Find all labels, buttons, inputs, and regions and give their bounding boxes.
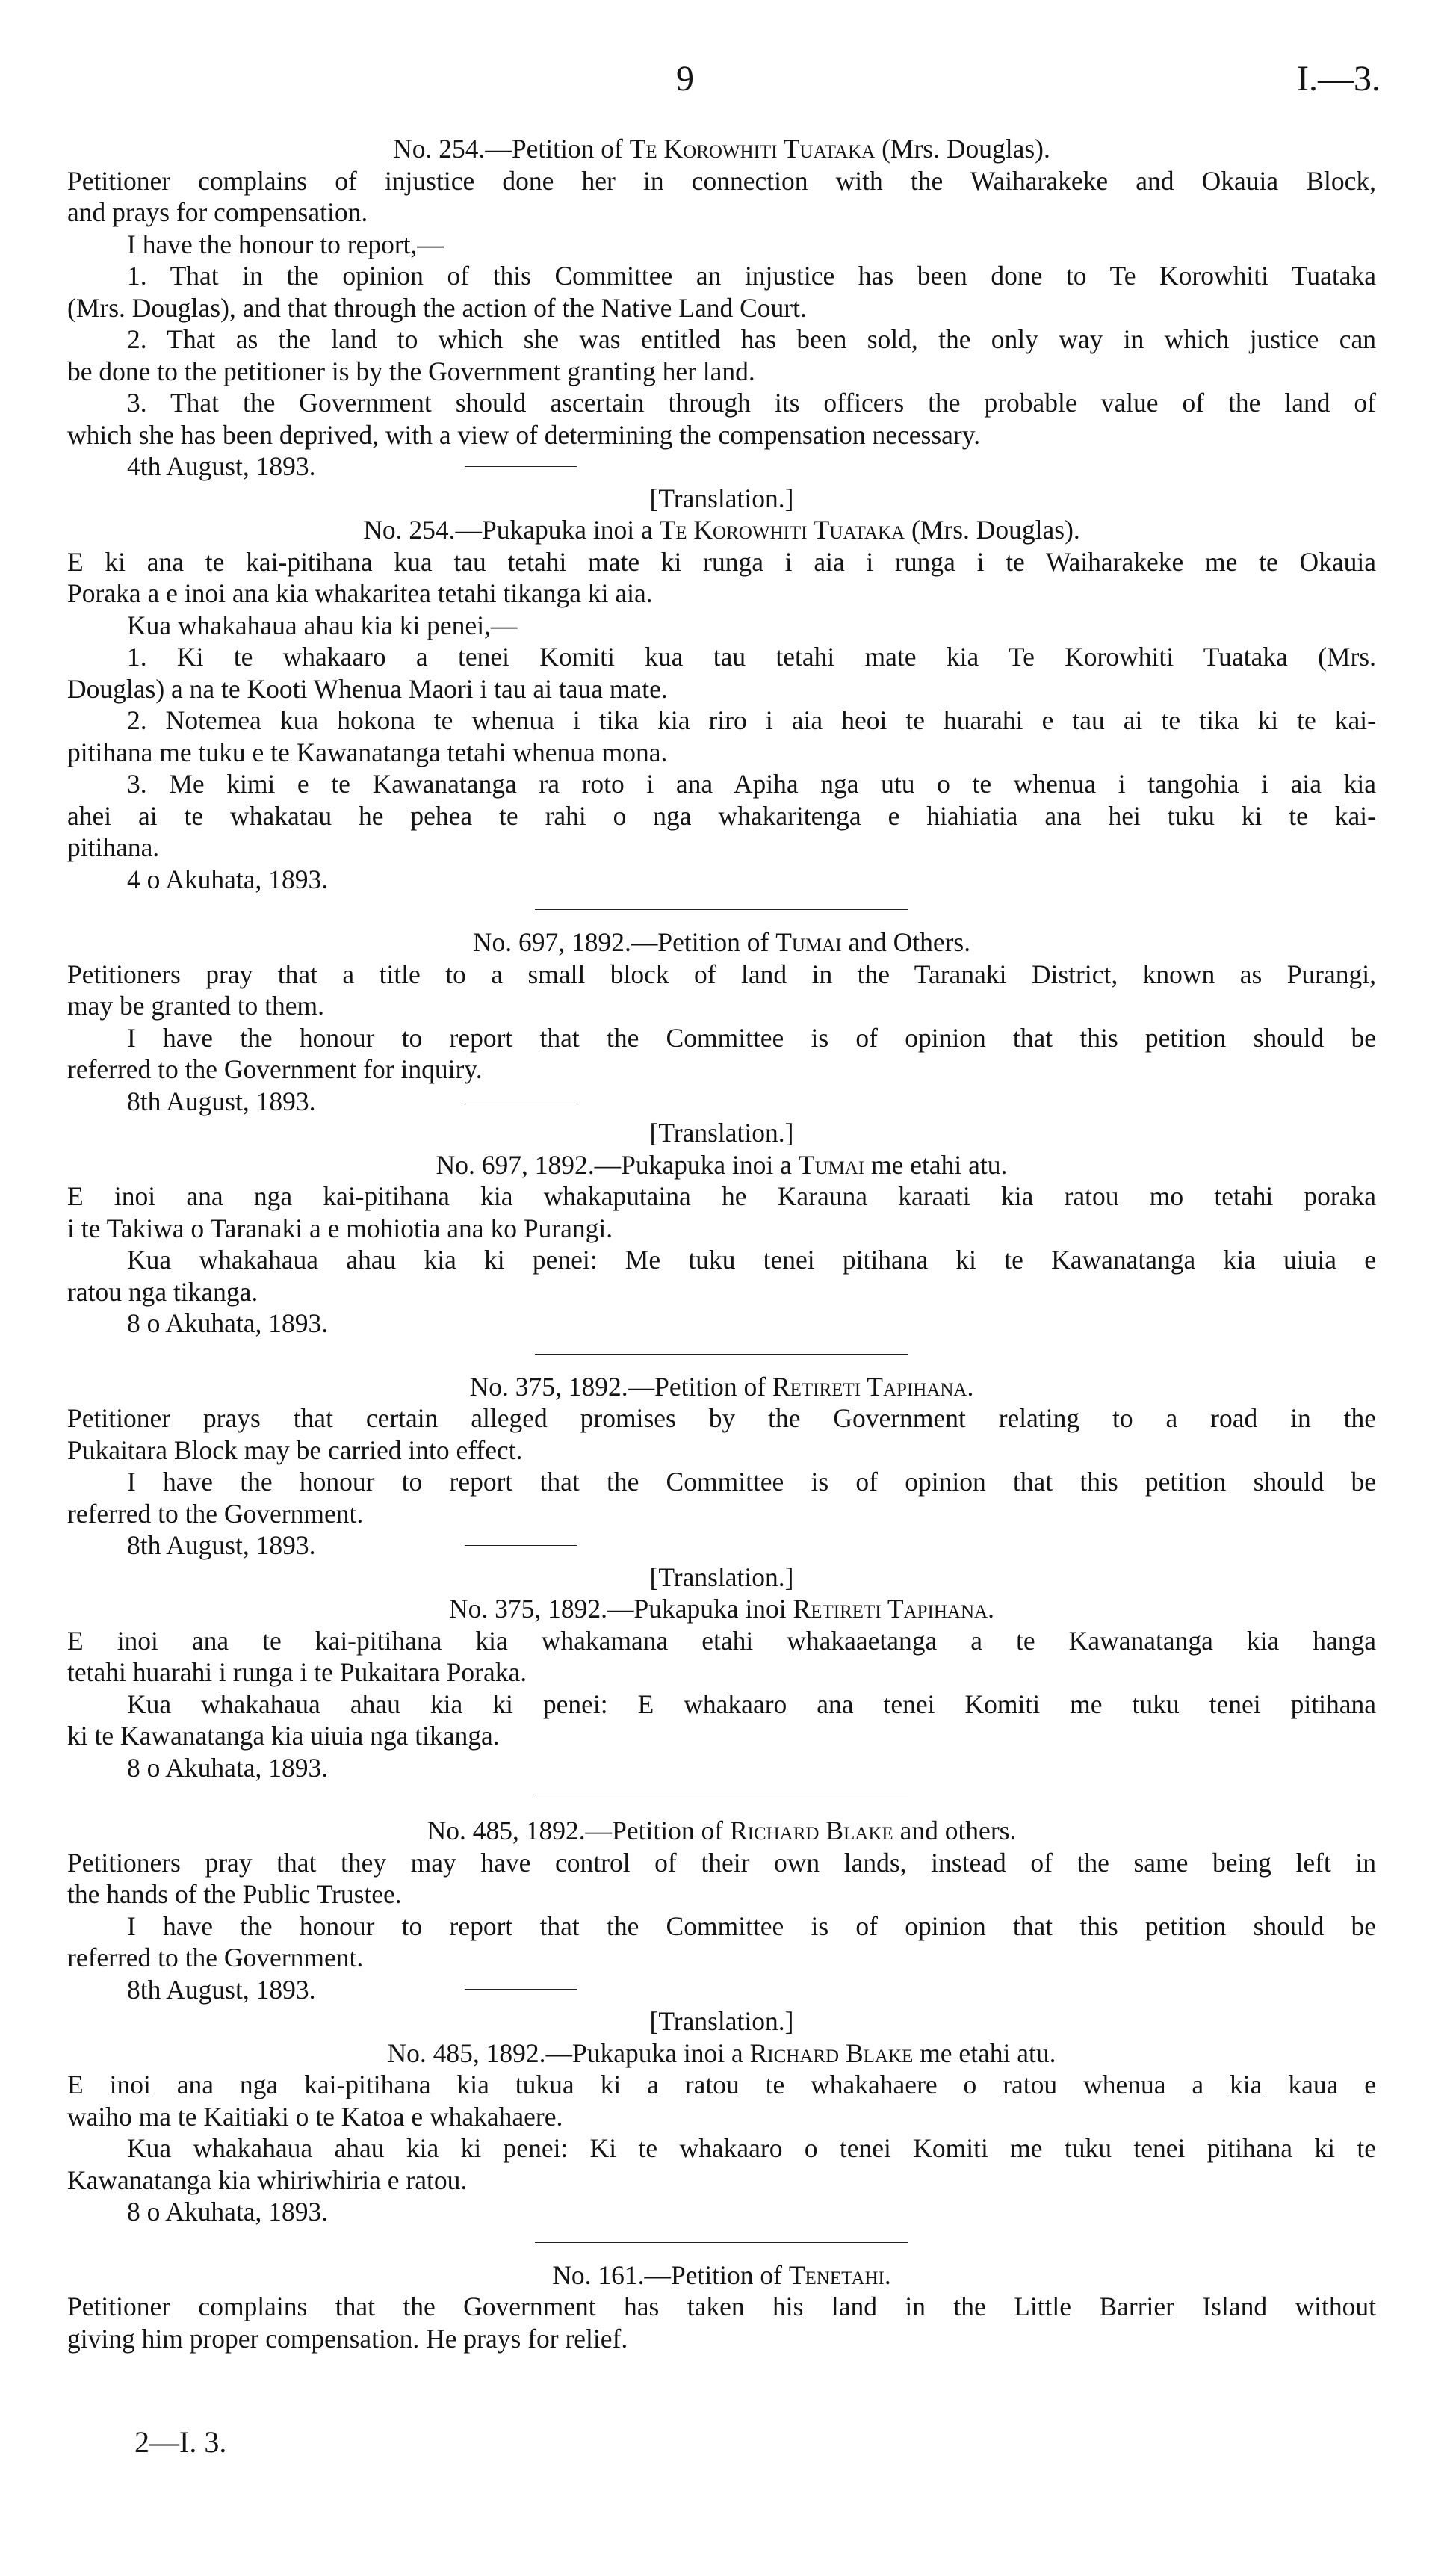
page-content <box>67 133 1376 2354</box>
petition-text-line: (Mrs. Douglas), and that through the action of the Native Land Court. <box>67 292 807 323</box>
translation-text-line: Kua whakahaua ahau kia ki penei: E whakaaro ana tenei Komiti me tuku tenei pitihana <box>127 1689 1376 1719</box>
petition-title: No. 697, 1892.—Petition of Tumai and Others. <box>472 927 971 957</box>
petition-title: No. 375, 1892.—Petition of Retireti Tapihana. <box>469 1371 974 1402</box>
translation-text-line: 1. Ki te whakaaro a tenei Komiti kua tau tetahi mate kia Te Korowhiti Tuataka (Mrs. <box>127 642 1376 672</box>
translation-text-line: E inoi ana te kai-pitihana kia whakamana etahi whakaaetanga a te Kawanatanga kia hanga <box>67 1625 1376 1656</box>
page-number: 9 <box>676 59 694 99</box>
petition-text-line: be done to the petitioner is by the Government granting her land. <box>67 356 755 386</box>
translation-text-line: ahei ai te whakatau he pehea te rahi o nga whakaritenga e hiahiatia ana hei tuku ki te kai- <box>67 800 1376 831</box>
petition-text-line: Petitioners pray that a title to a small block of land in the Taranaki District, known as Purangi, <box>67 959 1376 989</box>
petition-title: No. 254.—Petition of Te Korowhiti Tuataka (Mrs. Douglas). <box>393 134 1050 164</box>
translation-label: [Translation.] <box>649 1118 794 1148</box>
translation-text-line: Kua whakahaua ahau kia ki penei,— <box>127 610 518 640</box>
petition-text-line: 1. That in the opinion of this Committee an injustice has been done to Te Korowhiti Tuataka <box>127 261 1376 291</box>
translation-text-line: Poraka a e inoi ana kia whakaritea tetahi tikanga ki aia. <box>67 578 653 608</box>
petition-text-line: may be granted to them. <box>67 991 325 1021</box>
petition-text-line: 2. That as the land to which she was entitled has been sold, the only way in which justice can <box>127 324 1376 354</box>
petition-text-line: which she has been deprived, with a view of determining the compensation necessary. <box>67 419 981 450</box>
petition-text-line: Petitioner complains of injustice done her in connection with the Waiharakeke and Okauia Block, <box>67 165 1376 196</box>
translation-date: 4 o Akuhata, 1893. <box>127 864 329 894</box>
report-date: 8th August, 1893. <box>67 1529 1376 1562</box>
section-divider <box>535 2242 908 2243</box>
petition-text-line: Petitioner prays that certain alleged promises by the Government relating to a road in the <box>67 1403 1376 1433</box>
petition-254 <box>67 133 1376 895</box>
translation-text-line: 2. Notemea kua hokona te whenua i tika kia riro i aia heoi te huarahi e tau ai te tika ki te kai- <box>127 705 1376 735</box>
translation-text-line: Kua whakahaua ahau kia ki penei: Me tuku tenei pitihana ki te Kawanatanga kia uiuia e <box>127 1245 1376 1275</box>
petition-title: No. 161.—Petition of Tenetahi. <box>552 2259 891 2290</box>
translation-text-line: i te Takiwa o Taranaki a e mohiotia ana ko Purangi. <box>67 1213 613 1243</box>
report-opening: I have the honour to report,— <box>127 229 444 259</box>
translation-label: [Translation.] <box>649 483 794 513</box>
translation-text-line: pitihana me tuku e te Kawanatanga tetahi whenua mona. <box>67 737 668 767</box>
translation-date: 8 o Akuhata, 1893. <box>127 1752 329 1783</box>
petition-text-line: I have the honour to report that the Committee is of opinion that this petition should be <box>127 1022 1376 1053</box>
translation-text-line: Kua whakahaua ahau kia ki penei: Ki te whakaaro o tenei Komiti me tuku tenei pitihana ki te <box>127 2133 1376 2163</box>
short-rule <box>465 1989 577 1990</box>
short-rule <box>465 466 577 467</box>
section-divider <box>535 909 908 910</box>
translation-text-line: waiho ma te Kaitiaki o te Katoa e whakahaere. <box>67 2101 563 2132</box>
translation-text-line: E ki ana te kai-pitihana kua tau tetahi mate ki runga i aia i runga i te Waiharakeke me te Okauia <box>67 546 1376 577</box>
translation-date: 8 o Akuhata, 1893. <box>127 1308 329 1338</box>
petition-title: No. 485, 1892.—Petition of Richard Blake and others. <box>427 1816 1017 1845</box>
translation-text-line: Kawanatanga kia whiriwhiria e ratou. <box>67 2164 468 2195</box>
petition-text-line: referred to the Government. <box>67 1498 364 1529</box>
translation-text-line: tetahi huarahi i runga i te Pukaitara Poraka. <box>67 1657 527 1687</box>
petition-text-line: Petitioner complains that the Government has taken his land in the Little Barrier Island without <box>67 2291 1376 2321</box>
petition-text-line: giving him proper compensation. He prays for relief. <box>67 2323 628 2354</box>
petition-text-line: referred to the Government for inquiry. <box>67 1054 483 1084</box>
petition-text-line: I have the honour to report that the Committee is of opinion that this petition should be <box>127 1467 1376 1497</box>
petition-text-line: referred to the Government. <box>67 1943 364 1972</box>
signature-mark: 2—I. 3. <box>134 2425 227 2459</box>
translation-title: No. 485, 1892.—Pukapuka inoi a Richard Blake me etahi atu. <box>387 2037 1056 2068</box>
report-date: 4th August, 1893. <box>67 451 1376 483</box>
petition-text-line: Petitioners pray that they may have control of their own lands, instead of the same being left in <box>67 1847 1376 1878</box>
translation-text-line: ki te Kawanatanga kia uiuia nga tikanga. <box>67 1721 500 1751</box>
translation-date: 8 o Akuhata, 1893. <box>127 2197 329 2226</box>
section-divider <box>535 1354 908 1355</box>
translation-text-line: E inoi ana nga kai-pitihana kia tukua ki a ratou te whakahaere o ratou whenua a kia kaua e <box>67 2070 1376 2099</box>
translation-text-line: pitihana. <box>67 832 160 862</box>
petition-text-line: Pukaitara Block may be carried into effect. <box>67 1435 523 1465</box>
translation-label: [Translation.] <box>649 1562 794 1592</box>
translation-text-line: Douglas) a na te Kooti Whenua Maori i tau ai taua mate. <box>67 673 668 704</box>
petition-375 <box>67 1371 1376 1784</box>
translation-text-line: ratou nga tikanga. <box>67 1276 258 1307</box>
report-date: 8th August, 1893. <box>67 1086 1376 1118</box>
translation-text-line: E inoi ana nga kai-pitihana kia whakaputaina he Karauna karaati kia ratou mo tetahi poraka <box>67 1181 1376 1211</box>
petition-text-line: 3. That the Government should ascertain through its officers the probable value of the land of <box>127 388 1376 418</box>
petition-697 <box>67 926 1376 1340</box>
petition-text-line: I have the honour to report that the Committee is of opinion that this petition should be <box>127 1910 1376 1941</box>
translation-title: No. 375, 1892.—Pukapuka inoi Retireti Tapihana. <box>449 1594 994 1624</box>
short-rule <box>465 1545 577 1546</box>
translation-label: [Translation.] <box>649 2006 794 2036</box>
petition-text-line: and prays for compensation. <box>67 197 368 227</box>
translation-text-line: 3. Me kimi e te Kawanatanga ra roto i ana Apiha nga utu o te whenua i tangohia i aia kia <box>127 769 1376 799</box>
translation-title: No. 254.—Pukapuka inoi a Te Korowhiti Tuataka (Mrs. Douglas). <box>363 515 1080 545</box>
petition-485 <box>67 1815 1376 2228</box>
document-reference: I.—3. <box>1297 59 1381 99</box>
petition-text-line: the hands of the Public Trustee. <box>67 1879 402 1909</box>
report-date: 8th August, 1893. <box>67 1974 1376 2006</box>
petition-161 <box>67 2259 1376 2355</box>
translation-title: No. 697, 1892.—Pukapuka inoi a Tumai me etahi atu. <box>436 1149 1008 1180</box>
